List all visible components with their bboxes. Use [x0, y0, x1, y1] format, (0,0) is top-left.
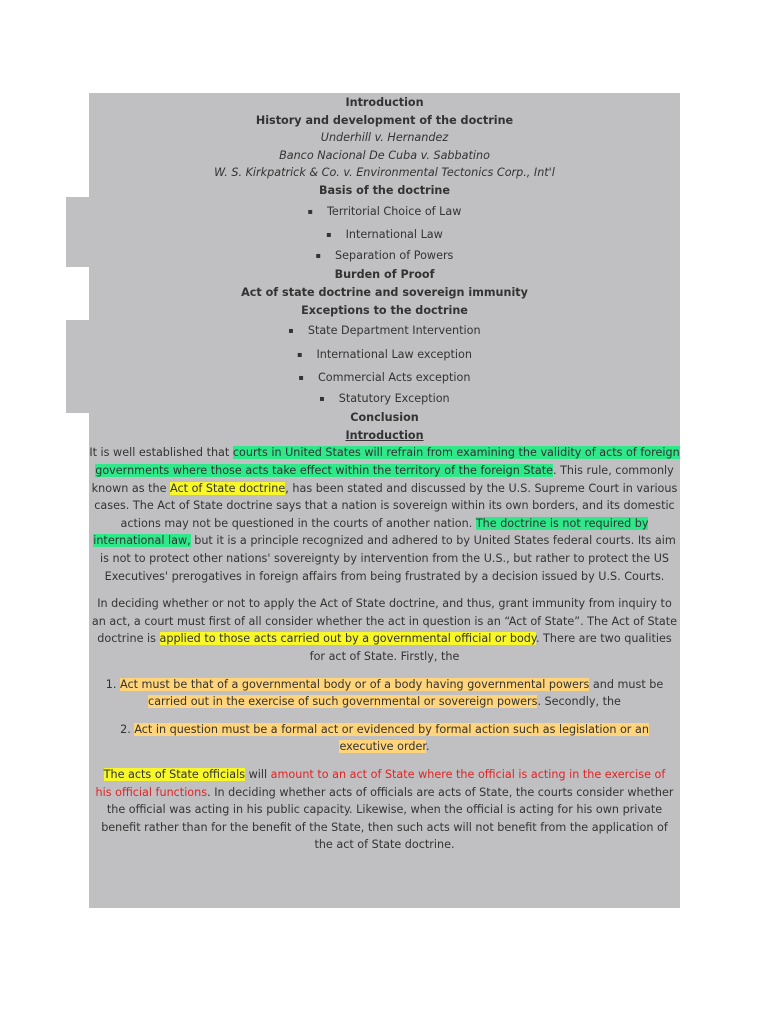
- bullet-block-shade: [66, 320, 90, 413]
- toc-sovereign-immunity[interactable]: Act of state doctrine and sovereign immunity: [241, 285, 528, 299]
- highlight-green: courts in United States will refrain from examining the validity of acts of foreign governments where those acts take effect within the territory of the foreign State: [95, 446, 680, 478]
- highlight-orange: carried out in the exercise of such governmental or sovereign powers: [148, 695, 538, 709]
- toc-history[interactable]: History and development of the doctrine: [255, 113, 514, 127]
- toc-case-sabbatino[interactable]: Banco Nacional De Cuba v. Sabbatino: [279, 148, 490, 162]
- bullet-icon: ▪: [326, 229, 332, 239]
- paragraph-intro: It is well established that courts in United States will refrain from examining the validity of acts of foreign governments where those acts take effect within the territory of the foreign State. This rule, commonly known as the Act of State doctrine, has been stated and discussed by the U.S. Supreme Court in various cases. The Act of State doctrine says that a nation is sovereign within its own borders, and its domestic actions may not be questioned in the courts of another nation. The doctrine is not required by international law, but it is a principle recognized and adhered to by United States federal courts. Its aim is not to protect other nations' sovereignty by intervention from the U.S., but rather to protect the US Executives' prerogatives in foreign affairs from being frustrated by a decision issued by U.S. Courts.: [89, 446, 680, 583]
- highlight-yellow: Act of State doctrine: [170, 481, 286, 495]
- bullet-icon: ▪: [315, 251, 322, 261]
- bullet-icon: ▪: [319, 394, 325, 404]
- bullet-icon: ▪: [297, 349, 303, 359]
- bullet-icon: ▪: [307, 206, 313, 216]
- toc-exception-item[interactable]: ▪ Commercial Acts exception: [298, 370, 471, 384]
- toc-exception-item[interactable]: ▪ International Law exception: [297, 347, 472, 361]
- list-item-2: 2. Act in question must be a formal act or evidenced by formal action such as legislation or an executive order.: [120, 722, 649, 754]
- highlight-green: The doctrine is not required by international law,: [93, 516, 649, 548]
- toc-exceptions[interactable]: Exceptions to the doctrine: [301, 303, 468, 317]
- toc-basis-item[interactable]: ▪ Territorial Choice of Law: [307, 204, 462, 218]
- list-item-1: 1. Act must be that of a governmental body or of a body having governmental powers and must be carried out in the exercise of such governmental or sovereign powers. Secondly, the: [105, 677, 664, 709]
- toc-basis[interactable]: Basis of the doctrine: [319, 183, 450, 197]
- paragraph-act-of-state: In deciding whether or not to apply the Act of State doctrine, and thus, grant immunity from inquiry to an act, a court must first of all consider whether the act in question is an “Act of State”. The Act of State doctrine is applied to those acts carried out by a governmental official or body. There are two qualities for act of State. Firstly, the: [91, 597, 678, 664]
- bullet-icon: ▪: [298, 372, 304, 382]
- highlight-orange: Act in question must be a formal act or evidenced by formal action such as legislation or an executive order: [134, 722, 649, 754]
- red-text: amount to an act of State where the official is acting in the exercise of his official functions: [95, 767, 666, 799]
- toc-conclusion[interactable]: Conclusion: [350, 411, 419, 425]
- section-heading-introduction: Introduction: [345, 428, 424, 442]
- toc-case-kirkpatrick[interactable]: W. S. Kirkpatrick & Co. v. Environmental Tectonics Corp., Int'l: [214, 166, 555, 180]
- document-content: [89, 93, 680, 854]
- toc-introduction[interactable]: Introduction: [345, 96, 424, 109]
- highlight-orange: Act must be that of a governmental body or of a body having governmental powers: [119, 677, 590, 691]
- toc-basis-item[interactable]: ▪ International Law: [326, 227, 443, 241]
- highlight-yellow: applied to those acts carried out by a governmental official or body: [159, 632, 536, 646]
- bullet-block-shade: [66, 197, 90, 267]
- toc-exception-item[interactable]: ▪ Statutory Exception: [319, 392, 450, 406]
- bullet-icon: ▪: [288, 326, 294, 336]
- toc-basis-item[interactable]: ▪ Separation of Powers: [315, 249, 454, 263]
- highlight-yellow: The acts of State officials: [103, 767, 246, 781]
- paragraph-officials: The acts of State officials will amount to an act of State where the official is acting in the exercise of his official functions. In deciding whether acts of officials are acts of State, the courts consider whether the official was acting in his public capacity. Likewise, when the official is acting for his own private benefit rather than for the benefit of the State, then such acts will not benefit from the application of the act of State doctrine.: [95, 767, 674, 852]
- toc-exception-item[interactable]: ▪ State Department Intervention: [288, 324, 481, 338]
- toc-case-underhill[interactable]: Underhill v. Hernandez: [320, 131, 449, 145]
- toc-burden[interactable]: Burden of Proof: [334, 268, 435, 282]
